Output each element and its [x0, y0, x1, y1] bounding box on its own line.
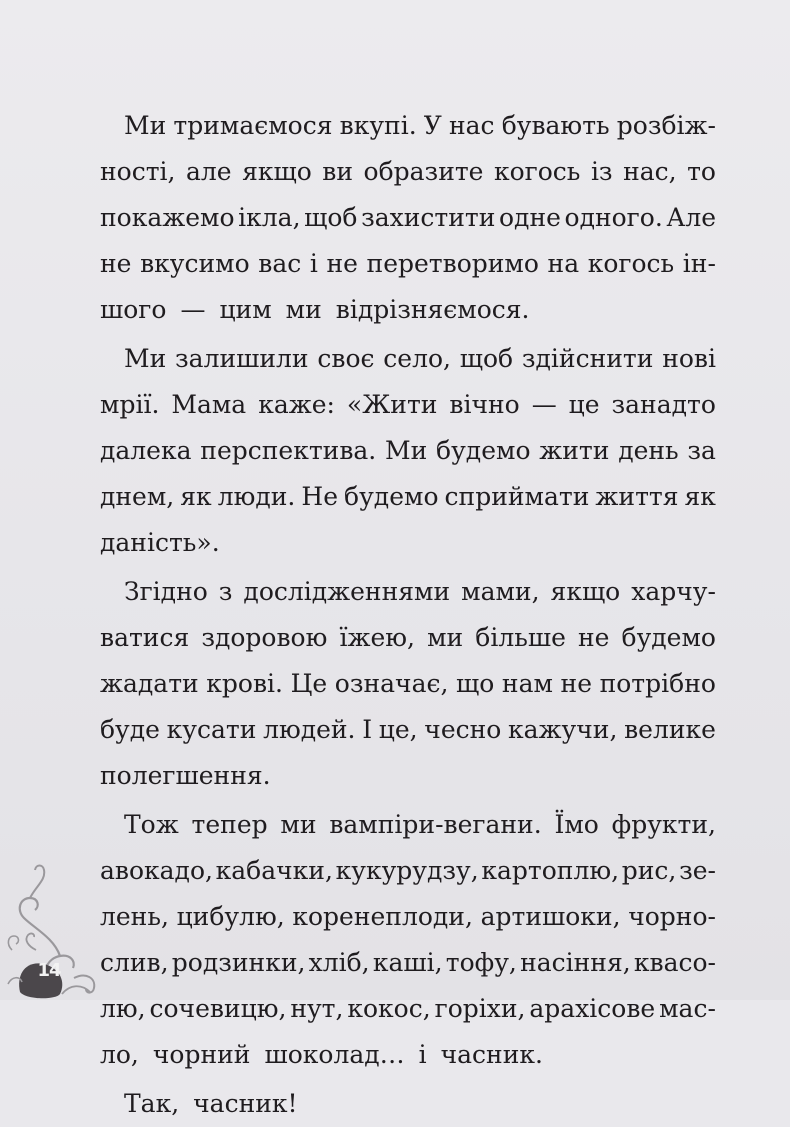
text-line: Тож тепер ми вампіри-вегани. Їмо фрукти, [124, 810, 716, 839]
text-line: даність». [100, 528, 220, 557]
text-line: ватися здоровою їжею, ми більше не будемо [100, 623, 716, 652]
text-line: покажемо ікла, щоб захистити одне одного. Але [100, 203, 716, 232]
text-line: не вкусимо вас і не перетворимо на когось ін- [100, 249, 716, 278]
text-line: Ми залишили своє село, щоб здійснити нові [124, 344, 716, 373]
text-line: лень, цибулю, коренеплоди, артишоки, чорно- [100, 902, 716, 931]
page-number: 14 [37, 960, 61, 981]
text-line: днем, як люди. Не будемо сприймати життя як [100, 482, 716, 511]
text-line: слив, родзинки, хліб, каші, тофу, насіння, квасо- [100, 948, 716, 977]
text-line: Ми тримаємося вкупі. У нас бувають розбіж- [124, 111, 716, 140]
text-line: шого — цим ми відрізняємося. [100, 295, 530, 324]
body-text [100, 103, 716, 1127]
text-line: полегшення. [100, 761, 271, 790]
text-line: Так, часник! [124, 1089, 298, 1118]
text-line: мрії. Мама каже: «Жити вічно — це занадто [100, 390, 716, 419]
text-line: жадати крові. Це означає, що нам не потрібно [100, 669, 716, 698]
text-line: буде кусати людей. І це, чесно кажучи, велике [100, 715, 716, 744]
text-line: Згідно з дослідженнями мами, якщо харчу- [124, 577, 716, 606]
text-line: лю, сочевицю, нут, кокос, горіхи, арахісове мас- [100, 994, 716, 1023]
text-line: авокадо, кабачки, кукурудзу, картоплю, рис, зе- [100, 856, 716, 885]
text-line: ності, але якщо ви образите когось із нас, то [100, 157, 716, 186]
text-line: ло, чорний шоколад… і часник. [100, 1040, 543, 1069]
text-line: далека перспектива. Ми будемо жити день за [100, 436, 716, 465]
